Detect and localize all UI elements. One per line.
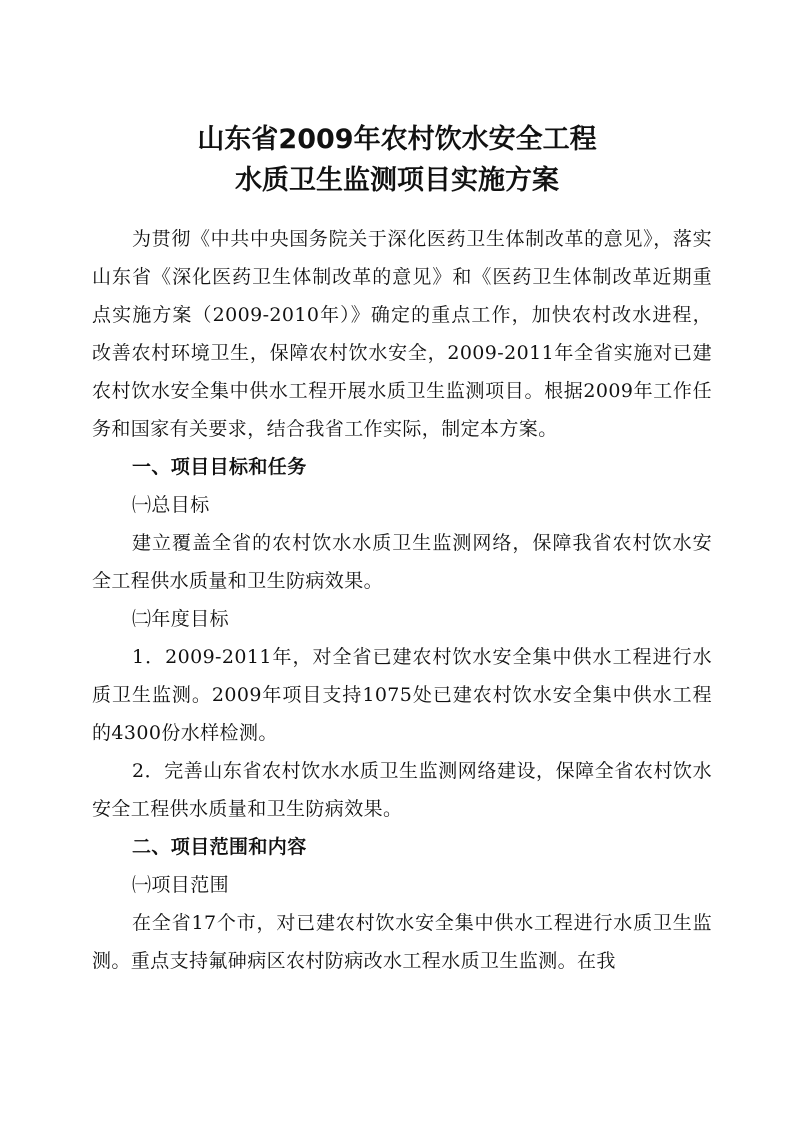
subsection-project-scope-heading: ㈠项目范围	[132, 874, 230, 896]
document-body	[92, 220, 712, 980]
section-2-heading: 二、项目范围和内容	[132, 836, 307, 858]
subsection-overall-goal-heading: ㈠总目标	[132, 494, 210, 516]
project-scope-paragraph: 在全省17个市，对已建农村饮水安全集中供水工程进行水质卫生监测。重点支持氟砷病区农村防病改水工程水质卫生监测。在我	[92, 912, 712, 972]
annual-goal-item-1: 1．2009-2011年，对全省已建农村饮水安全集中供水工程进行水质卫生监测。2009年项目支持1075处已建农村饮水安全集中供水工程的4300份水样检测。	[92, 646, 712, 744]
document-title-line-2: 水质卫生监测项目实施方案	[235, 165, 559, 196]
intro-paragraph: 为贯彻《中共中央国务院关于深化医药卫生体制改革的意见》，落实山东省《深化医药卫生体制改革的意见》和《医药卫生体制改革近期重点实施方案（2009-2010年）》确定的重点工作，加快农村改水进程，改善农村环境卫生，保障农村饮水安全，2009-2011年全省实施对已建农村饮水安全集中供水工程开展水质卫生监测项目。根据2009年工作任务和国家有关要求，结合我省工作实际，制定本方案。	[92, 228, 712, 440]
document-title-line-1: 山东省2009年农村饮水安全工程	[197, 124, 597, 155]
subsection-annual-goal-heading: ㈡年度目标	[132, 608, 230, 630]
section-1-heading: 一、项目目标和任务	[132, 456, 307, 478]
overall-goal-paragraph: 建立覆盖全省的农村饮水水质卫生监测网络，保障我省农村饮水安全工程供水质量和卫生防病效果。	[92, 532, 712, 592]
annual-goal-item-2: 2．完善山东省农村饮水水质卫生监测网络建设，保障全省农村饮水安全工程供水质量和卫生防病效果。	[92, 760, 712, 820]
